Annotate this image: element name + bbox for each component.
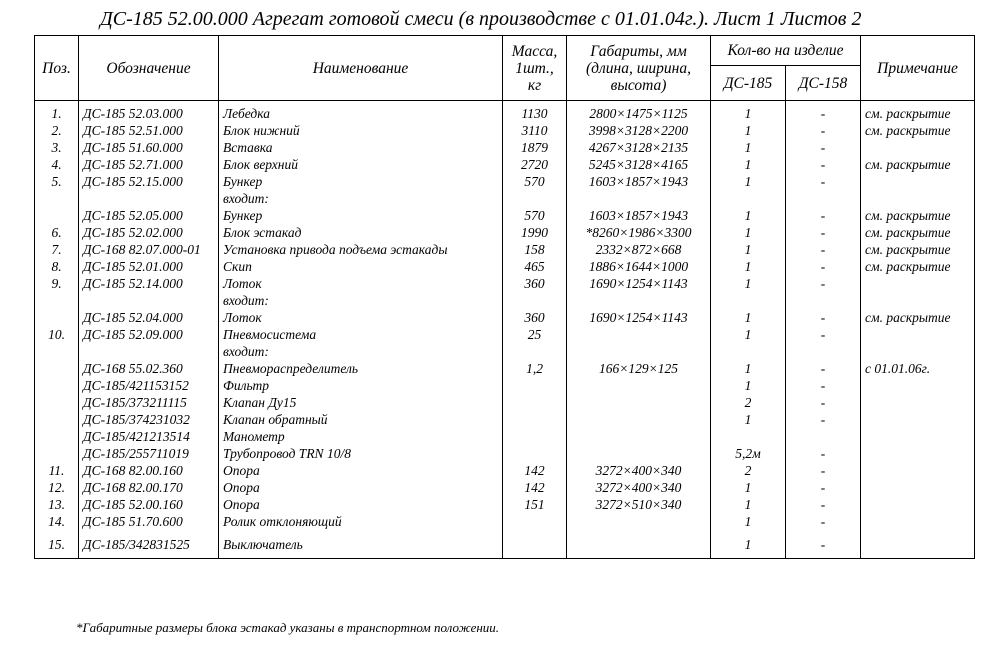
cell-designation: ДС-185 52.51.000 bbox=[79, 122, 219, 139]
cell-qty-ds158: - bbox=[786, 326, 861, 343]
cell-designation: ДС-168 82.00.160 bbox=[79, 462, 219, 479]
table-row bbox=[35, 139, 975, 156]
table-row bbox=[35, 173, 975, 190]
cell-dims: 3272×400×340 bbox=[567, 479, 711, 496]
cell-qty-ds185: 1 bbox=[711, 258, 786, 275]
table-row bbox=[35, 343, 975, 360]
cell-designation bbox=[79, 292, 219, 309]
cell-pos: 2. bbox=[35, 122, 79, 139]
cell-mass: 465 bbox=[503, 258, 567, 275]
cell-designation bbox=[79, 343, 219, 360]
cell-name: Блок верхний bbox=[219, 156, 503, 173]
cell-pos: 4. bbox=[35, 156, 79, 173]
cell-pos: 7. bbox=[35, 241, 79, 258]
cell-designation bbox=[79, 190, 219, 207]
document-title: ДС-185 52.00.000 Агрегат готовой смеси (в производстве с 01.01.04г.). Лист 1 Листов 2 bbox=[100, 8, 862, 30]
cell-dims: 1886×1644×1000 bbox=[567, 258, 711, 275]
table-row bbox=[35, 156, 975, 173]
cell-designation: ДС-185 52.15.000 bbox=[79, 173, 219, 190]
header-pos: Поз. bbox=[35, 36, 79, 101]
table-row bbox=[35, 190, 975, 207]
cell-note bbox=[861, 479, 975, 496]
cell-dims: 1603×1857×1943 bbox=[567, 173, 711, 190]
cell-qty-ds158: - bbox=[786, 360, 861, 377]
cell-name: Ролик отклоняющий bbox=[219, 513, 503, 536]
cell-pos bbox=[35, 292, 79, 309]
cell-mass bbox=[503, 445, 567, 462]
specification-table bbox=[34, 35, 975, 559]
cell-note bbox=[861, 326, 975, 343]
cell-name: Опора bbox=[219, 496, 503, 513]
cell-mass: 3110 bbox=[503, 122, 567, 139]
cell-name: Скип bbox=[219, 258, 503, 275]
cell-qty-ds158: - bbox=[786, 139, 861, 156]
cell-name: Бункер bbox=[219, 173, 503, 190]
cell-qty-ds158: - bbox=[786, 479, 861, 496]
header-qty-ds158: ДС-158 bbox=[786, 66, 861, 101]
cell-dims: 2800×1475×1125 bbox=[567, 101, 711, 123]
cell-qty-ds185: 1 bbox=[711, 156, 786, 173]
cell-qty-ds185: 1 bbox=[711, 275, 786, 292]
table-row bbox=[35, 411, 975, 428]
cell-pos: 9. bbox=[35, 275, 79, 292]
cell-note bbox=[861, 139, 975, 156]
cell-designation: ДС-185/421213514 bbox=[79, 428, 219, 445]
cell-mass bbox=[503, 343, 567, 360]
cell-dims bbox=[567, 190, 711, 207]
cell-name: Блок нижний bbox=[219, 122, 503, 139]
cell-name: Лоток bbox=[219, 309, 503, 326]
cell-qty-ds158 bbox=[786, 190, 861, 207]
cell-qty-ds158: - bbox=[786, 496, 861, 513]
cell-name: Выключатель bbox=[219, 536, 503, 559]
cell-note: см. раскрытие bbox=[861, 241, 975, 258]
cell-note bbox=[861, 462, 975, 479]
table-header bbox=[35, 36, 975, 101]
cell-pos: 14. bbox=[35, 513, 79, 536]
cell-qty-ds185: 1 bbox=[711, 122, 786, 139]
cell-pos bbox=[35, 445, 79, 462]
cell-name: Лоток bbox=[219, 275, 503, 292]
table-row bbox=[35, 258, 975, 275]
cell-qty-ds158: - bbox=[786, 536, 861, 559]
table-row bbox=[35, 241, 975, 258]
table-row bbox=[35, 513, 975, 536]
cell-name: Клапан обратный bbox=[219, 411, 503, 428]
cell-note bbox=[861, 173, 975, 190]
cell-mass: 142 bbox=[503, 462, 567, 479]
footnote: *Габаритные размеры блока эстакад указаны в транспортном положении. bbox=[76, 620, 500, 635]
cell-mass: 1879 bbox=[503, 139, 567, 156]
cell-designation: ДС-185 52.02.000 bbox=[79, 224, 219, 241]
cell-qty-ds158: - bbox=[786, 445, 861, 462]
cell-mass: 360 bbox=[503, 309, 567, 326]
cell-mass: 1990 bbox=[503, 224, 567, 241]
cell-mass bbox=[503, 428, 567, 445]
cell-pos: 13. bbox=[35, 496, 79, 513]
cell-pos: 12. bbox=[35, 479, 79, 496]
cell-qty-ds158 bbox=[786, 343, 861, 360]
cell-qty-ds158: - bbox=[786, 258, 861, 275]
cell-dims: 4267×3128×2135 bbox=[567, 139, 711, 156]
cell-pos: 3. bbox=[35, 139, 79, 156]
cell-note bbox=[861, 445, 975, 462]
cell-designation: ДС-185 51.60.000 bbox=[79, 139, 219, 156]
cell-pos: 11. bbox=[35, 462, 79, 479]
cell-pos: 5. bbox=[35, 173, 79, 190]
cell-qty-ds185: 1 bbox=[711, 360, 786, 377]
cell-name: Бункер bbox=[219, 207, 503, 224]
cell-mass: 360 bbox=[503, 275, 567, 292]
cell-designation: ДС-185 52.05.000 bbox=[79, 207, 219, 224]
cell-qty-ds158: - bbox=[786, 377, 861, 394]
cell-name: Блок эстакад bbox=[219, 224, 503, 241]
table-row bbox=[35, 462, 975, 479]
cell-qty-ds185: 1 bbox=[711, 326, 786, 343]
cell-note bbox=[861, 513, 975, 536]
cell-pos bbox=[35, 428, 79, 445]
cell-name: входит: bbox=[219, 292, 503, 309]
table-row bbox=[35, 309, 975, 326]
cell-designation: ДС-185/421153152 bbox=[79, 377, 219, 394]
cell-qty-ds185 bbox=[711, 343, 786, 360]
cell-pos: 10. bbox=[35, 326, 79, 343]
cell-name: Клапан Ду15 bbox=[219, 394, 503, 411]
cell-qty-ds185: 1 bbox=[711, 309, 786, 326]
cell-pos bbox=[35, 309, 79, 326]
cell-mass: 1130 bbox=[503, 101, 567, 123]
cell-qty-ds185: 1 bbox=[711, 377, 786, 394]
cell-dims bbox=[567, 411, 711, 428]
cell-dims: 1603×1857×1943 bbox=[567, 207, 711, 224]
cell-note: см. раскрытие bbox=[861, 224, 975, 241]
cell-dims bbox=[567, 326, 711, 343]
table-row bbox=[35, 207, 975, 224]
table-row bbox=[35, 377, 975, 394]
cell-note: см. раскрытие bbox=[861, 156, 975, 173]
cell-qty-ds158: - bbox=[786, 173, 861, 190]
cell-qty-ds158: - bbox=[786, 411, 861, 428]
cell-note bbox=[861, 275, 975, 292]
cell-designation: ДС-168 82.07.000-01 bbox=[79, 241, 219, 258]
cell-qty-ds185: 2 bbox=[711, 394, 786, 411]
cell-designation: ДС-185 52.01.000 bbox=[79, 258, 219, 275]
cell-name: входит: bbox=[219, 190, 503, 207]
cell-pos: 15. bbox=[35, 536, 79, 559]
cell-name: Фильтр bbox=[219, 377, 503, 394]
table-row bbox=[35, 394, 975, 411]
header-qty-ds185: ДС-185 bbox=[711, 66, 786, 101]
cell-qty-ds158: - bbox=[786, 462, 861, 479]
cell-designation: ДС-185/374231032 bbox=[79, 411, 219, 428]
cell-dims: 1690×1254×1143 bbox=[567, 309, 711, 326]
cell-dims: 5245×3128×4165 bbox=[567, 156, 711, 173]
cell-note bbox=[861, 292, 975, 309]
cell-mass bbox=[503, 536, 567, 559]
cell-note: см. раскрытие bbox=[861, 309, 975, 326]
cell-dims: 3272×510×340 bbox=[567, 496, 711, 513]
cell-qty-ds158: - bbox=[786, 513, 861, 536]
table-row bbox=[35, 275, 975, 292]
table-row bbox=[35, 122, 975, 139]
cell-dims: 1690×1254×1143 bbox=[567, 275, 711, 292]
table-row bbox=[35, 428, 975, 445]
cell-qty-ds185: 1 bbox=[711, 101, 786, 123]
cell-designation: ДС-168 55.02.360 bbox=[79, 360, 219, 377]
cell-note bbox=[861, 411, 975, 428]
cell-designation: ДС-185 52.71.000 bbox=[79, 156, 219, 173]
cell-name: Пневмораспределитель bbox=[219, 360, 503, 377]
cell-pos: 1. bbox=[35, 101, 79, 123]
cell-mass: 151 bbox=[503, 496, 567, 513]
cell-note bbox=[861, 190, 975, 207]
cell-qty-ds185: 1 bbox=[711, 139, 786, 156]
cell-designation: ДС-185 52.03.000 bbox=[79, 101, 219, 123]
cell-name: Манометр bbox=[219, 428, 503, 445]
table-row bbox=[35, 360, 975, 377]
cell-designation: ДС-185/373211115 bbox=[79, 394, 219, 411]
cell-designation: ДС-185 52.00.160 bbox=[79, 496, 219, 513]
cell-designation: ДС-185 52.14.000 bbox=[79, 275, 219, 292]
cell-pos: 6. bbox=[35, 224, 79, 241]
cell-qty-ds158: - bbox=[786, 394, 861, 411]
cell-qty-ds185 bbox=[711, 190, 786, 207]
cell-mass bbox=[503, 513, 567, 536]
cell-pos bbox=[35, 411, 79, 428]
cell-mass: 2720 bbox=[503, 156, 567, 173]
cell-qty-ds158: - bbox=[786, 156, 861, 173]
cell-qty-ds185 bbox=[711, 292, 786, 309]
cell-dims bbox=[567, 536, 711, 559]
cell-pos bbox=[35, 360, 79, 377]
cell-note: см. раскрытие bbox=[861, 258, 975, 275]
cell-name: Вставка bbox=[219, 139, 503, 156]
cell-mass: 570 bbox=[503, 207, 567, 224]
cell-designation: ДС-168 82.00.170 bbox=[79, 479, 219, 496]
table-row bbox=[35, 101, 975, 123]
cell-mass: 1,2 bbox=[503, 360, 567, 377]
table-row bbox=[35, 224, 975, 241]
cell-designation: ДС-185 52.04.000 bbox=[79, 309, 219, 326]
cell-designation: ДС-185/255711019 bbox=[79, 445, 219, 462]
cell-pos bbox=[35, 207, 79, 224]
table-row bbox=[35, 326, 975, 343]
cell-name: Пневмосистема bbox=[219, 326, 503, 343]
cell-mass: 142 bbox=[503, 479, 567, 496]
table-row bbox=[35, 292, 975, 309]
header-dims: Габариты, мм (длина, ширина, высота) bbox=[567, 36, 711, 101]
header-designation: Обозначение bbox=[79, 36, 219, 101]
cell-note: см. раскрытие bbox=[861, 207, 975, 224]
cell-note: с 01.01.06г. bbox=[861, 360, 975, 377]
cell-pos bbox=[35, 343, 79, 360]
cell-note bbox=[861, 377, 975, 394]
cell-mass bbox=[503, 377, 567, 394]
cell-qty-ds185: 1 bbox=[711, 241, 786, 258]
cell-note bbox=[861, 536, 975, 559]
cell-dims bbox=[567, 513, 711, 536]
cell-pos: 8. bbox=[35, 258, 79, 275]
cell-name: Лебедка bbox=[219, 101, 503, 123]
cell-qty-ds158: - bbox=[786, 122, 861, 139]
cell-dims bbox=[567, 292, 711, 309]
cell-qty-ds158: - bbox=[786, 241, 861, 258]
cell-qty-ds185: 5,2м bbox=[711, 445, 786, 462]
cell-qty-ds185: 1 bbox=[711, 224, 786, 241]
cell-dims: 3272×400×340 bbox=[567, 462, 711, 479]
cell-name: Опора bbox=[219, 462, 503, 479]
cell-qty-ds185: 2 bbox=[711, 462, 786, 479]
cell-pos bbox=[35, 190, 79, 207]
cell-qty-ds185: 1 bbox=[711, 411, 786, 428]
table-row bbox=[35, 445, 975, 462]
table-row bbox=[35, 496, 975, 513]
cell-dims: *8260×1986×3300 bbox=[567, 224, 711, 241]
cell-mass: 158 bbox=[503, 241, 567, 258]
cell-qty-ds185: 1 bbox=[711, 536, 786, 559]
cell-qty-ds185: 1 bbox=[711, 173, 786, 190]
header-mass: Масса, 1шт., кг bbox=[503, 36, 567, 101]
cell-qty-ds185: 1 bbox=[711, 513, 786, 536]
cell-mass bbox=[503, 190, 567, 207]
cell-mass bbox=[503, 411, 567, 428]
cell-designation: ДС-185 52.09.000 bbox=[79, 326, 219, 343]
cell-name: Установка привода подъема эстакады bbox=[219, 241, 503, 258]
cell-qty-ds158: - bbox=[786, 101, 861, 123]
cell-pos bbox=[35, 377, 79, 394]
cell-pos bbox=[35, 394, 79, 411]
cell-qty-ds158 bbox=[786, 292, 861, 309]
cell-qty-ds158: - bbox=[786, 309, 861, 326]
cell-qty-ds185: 1 bbox=[711, 479, 786, 496]
cell-mass: 25 bbox=[503, 326, 567, 343]
cell-dims bbox=[567, 445, 711, 462]
cell-note bbox=[861, 394, 975, 411]
cell-qty-ds185 bbox=[711, 428, 786, 445]
cell-note bbox=[861, 343, 975, 360]
cell-dims: 2332×872×668 bbox=[567, 241, 711, 258]
cell-mass bbox=[503, 394, 567, 411]
cell-dims bbox=[567, 343, 711, 360]
cell-mass: 570 bbox=[503, 173, 567, 190]
header-qty: Кол-во на изделие bbox=[711, 36, 861, 66]
cell-qty-ds158: - bbox=[786, 275, 861, 292]
cell-note: см. раскрытие bbox=[861, 122, 975, 139]
header-note: Примечание bbox=[861, 36, 975, 101]
cell-qty-ds158: - bbox=[786, 224, 861, 241]
cell-name: входит: bbox=[219, 343, 503, 360]
cell-dims bbox=[567, 428, 711, 445]
table-body bbox=[35, 101, 975, 559]
cell-note bbox=[861, 496, 975, 513]
cell-designation: ДС-185/342831525 bbox=[79, 536, 219, 559]
cell-mass bbox=[503, 292, 567, 309]
cell-qty-ds158 bbox=[786, 428, 861, 445]
cell-name: Трубопровод TRN 10/8 bbox=[219, 445, 503, 462]
cell-dims bbox=[567, 394, 711, 411]
cell-dims bbox=[567, 377, 711, 394]
cell-note bbox=[861, 428, 975, 445]
table-row bbox=[35, 479, 975, 496]
cell-qty-ds158: - bbox=[786, 207, 861, 224]
cell-designation: ДС-185 51.70.600 bbox=[79, 513, 219, 536]
cell-qty-ds185: 1 bbox=[711, 496, 786, 513]
cell-dims: 3998×3128×2200 bbox=[567, 122, 711, 139]
cell-qty-ds185: 1 bbox=[711, 207, 786, 224]
table-row bbox=[35, 536, 975, 559]
header-name: Наименование bbox=[219, 36, 503, 101]
cell-name: Опора bbox=[219, 479, 503, 496]
cell-note: см. раскрытие bbox=[861, 101, 975, 123]
cell-dims: 166×129×125 bbox=[567, 360, 711, 377]
